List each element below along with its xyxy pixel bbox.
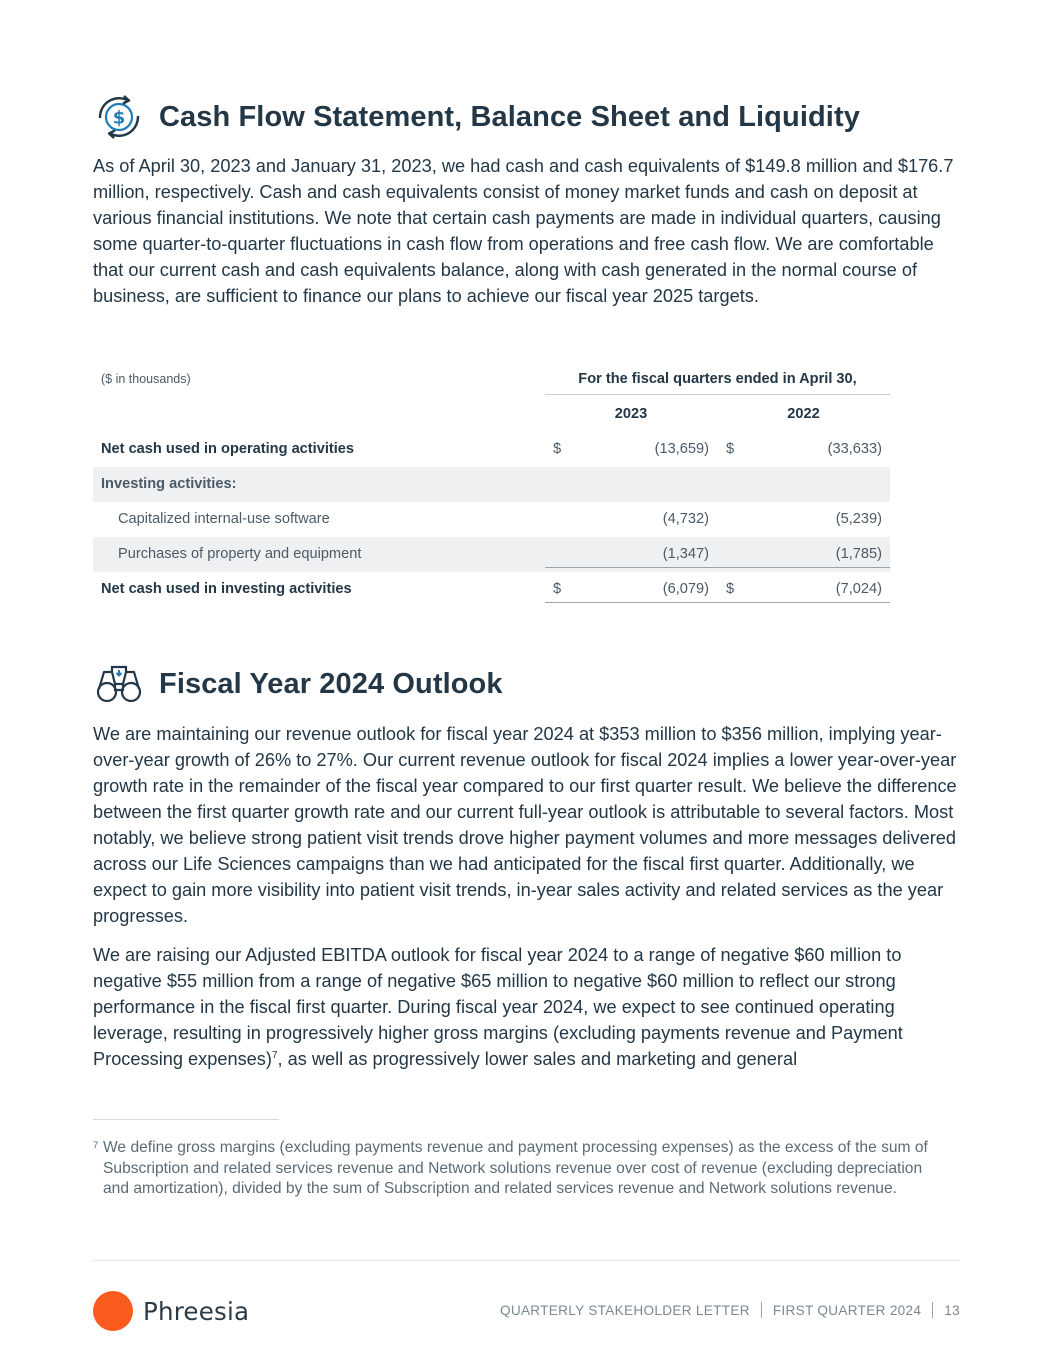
- svg-text:$: $: [112, 107, 126, 129]
- value-2023: (13,659): [654, 441, 709, 457]
- section-heading-outlook: [93, 658, 503, 710]
- currency-symbol: $: [726, 441, 735, 457]
- binoculars-icon: [93, 658, 145, 710]
- brand-logo: [93, 1291, 249, 1331]
- subtotal-divider: [545, 567, 890, 568]
- footer-separator: [761, 1302, 762, 1318]
- year-header-2022: 2022: [787, 406, 820, 422]
- cash-flow-table: [93, 362, 890, 607]
- section-heading-cash-flow: [93, 91, 860, 143]
- footnote: [93, 1138, 943, 1200]
- units-label: ($ in thousands): [101, 372, 191, 386]
- value-2022: (33,633): [827, 441, 882, 457]
- row-label: Capitalized internal-use software: [118, 511, 330, 527]
- total-divider: [545, 602, 890, 603]
- paragraph-text: , as well as progressively lower sales and marketing and general: [277, 1049, 798, 1069]
- section-title: Cash Flow Statement, Balance Sheet and Liquidity: [159, 100, 860, 133]
- footnote-divider: [93, 1119, 279, 1120]
- currency-symbol: $: [726, 581, 735, 597]
- dollar-cycle-icon: [93, 91, 145, 143]
- document-period: FIRST QUARTER 2024: [772, 1302, 922, 1318]
- page-number: 13: [944, 1302, 960, 1318]
- value-2022: (7,024): [835, 581, 882, 597]
- value-2022: (5,239): [835, 511, 882, 527]
- brand-name: Phreesia: [143, 1296, 250, 1326]
- table-row: [93, 432, 890, 467]
- value-2023: (6,079): [662, 581, 709, 597]
- row-label: Net cash used in operating activities: [101, 441, 355, 457]
- logo-mark-icon: [93, 1291, 133, 1331]
- revenue-outlook-paragraph: We are maintaining our revenue outlook for fiscal year 2024 at $353 million to $356 million, implying year-over-year growth of 26% to 27%. Our current revenue outlook for fiscal 2024 implies a lower year-over-year growth rate in the remainder of the fiscal year compared to our first quarter result. We believe the difference between the first quarter growth rate and our current full-year outlook is attributable to several factors. Most notably, we believe strong patient visit trends drove higher payment volumes and more messages delivered across our Life Sciences campaigns than we had anticipated for the fiscal first quarter. Additionally, we expect to gain more visibility into patient visit trends, in-year sales activity and related services as the year progresses.: [93, 724, 957, 926]
- footnote-text: We define gross margins (excluding payments revenue and payment processing expenses) as the excess of the sum of Subscription and related services revenue and Network solutions revenue over cost of revenue (excluding depreciation and amortization), divided by the sum of Subscription and related services revenue and Network solutions revenue.: [103, 1139, 928, 1197]
- header-divider: [545, 394, 890, 395]
- table-row: [93, 502, 890, 537]
- footer-meta: [500, 1302, 960, 1318]
- footnote-reference[interactable]: 7: [271, 1049, 278, 1061]
- year-header-2023: 2023: [614, 406, 648, 422]
- value-2023: (4,732): [662, 511, 709, 527]
- currency-symbol: $: [553, 581, 562, 597]
- section-title: Fiscal Year 2024 Outlook: [159, 667, 503, 700]
- ebitda-outlook-paragraph: [93, 942, 965, 1072]
- row-label: Purchases of property and equipment: [118, 546, 362, 562]
- value-2023: (1,347): [662, 546, 709, 562]
- value-2022: (1,785): [835, 546, 882, 562]
- footer-divider: [93, 1260, 960, 1261]
- row-label: Investing activities:: [101, 476, 237, 492]
- table-years-row: [93, 397, 890, 432]
- footnote-number: 7: [93, 1140, 99, 1151]
- table-header-row: [93, 362, 890, 397]
- period-header: For the fiscal quarters ended in April 30,: [578, 371, 857, 387]
- document-title: QUARTERLY STAKEHOLDER LETTER: [499, 1302, 750, 1318]
- currency-symbol: $: [553, 441, 562, 457]
- liquidity-paragraph: As of April 30, 2023 and January 31, 2023, we had cash and cash equivalents of $149.8 million and $176.7 million, respectively. Cash and cash equivalents consist of money market funds and cash on deposit at various financial institutions. We note that certain cash payments are made in individual quarters, causing some quarter-to-quarter fluctuations in cash flow from operations and free cash flow. We are comfortable that our current cash and cash equivalents balance, along with cash generated in the normal course of business, are sufficient to finance our plans to achieve our fiscal year 2025 targets.: [93, 156, 954, 306]
- paragraph-text: We are raising our Adjusted EBITDA outlook for fiscal year 2024 to a range of negative $60 million to negative $55 million from a range of negative $65 million to negative $60 million to reflect our strong performance in the fiscal first quarter. During fiscal year 2024, we expect to see continued operating leverage, resulting in progressively higher gross margins (excluding payments revenue and Payment Processing expenses): [93, 945, 903, 1069]
- footer-separator: [932, 1302, 933, 1318]
- table-row: [93, 467, 890, 502]
- row-label: Net cash used in investing activities: [101, 581, 352, 597]
